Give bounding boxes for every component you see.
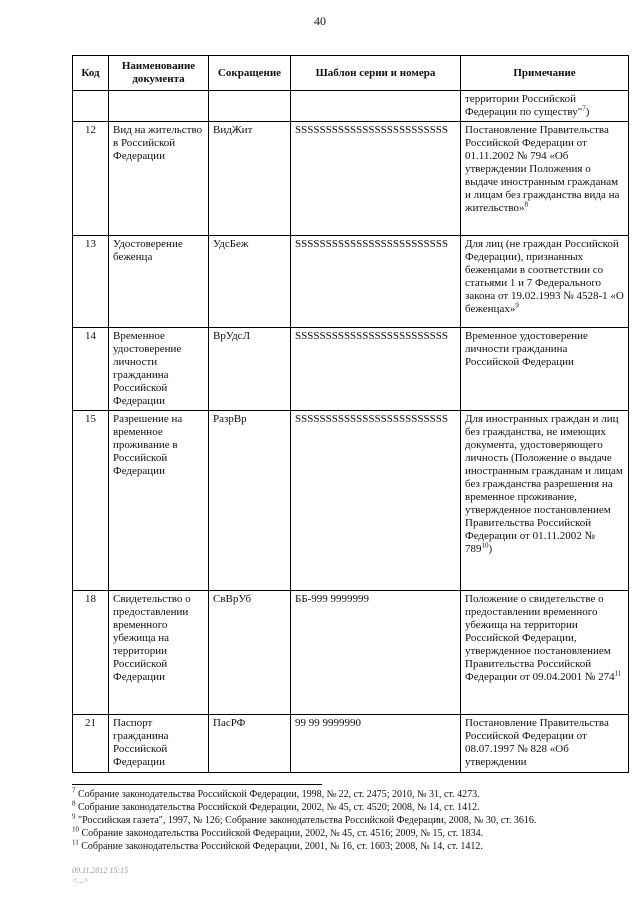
table-row — [73, 122, 629, 236]
header-abbr: Сокращение — [209, 56, 291, 91]
note-text: Для иностранных граждан и лиц без гражданства, не имеющих документа, удостоверяющего личность (Положение о выдаче иностранным гражданам и лицам без гражданства разрешения на временное проживание, утвержденное постановлением Правительства Российской Федерации от 01.11.2002 № 789 — [465, 413, 623, 555]
note-tail: ) — [488, 543, 493, 555]
row-code: 21 — [73, 715, 109, 773]
row-name: Паспорт гражданина Российской Федерации — [109, 715, 209, 773]
row-code: 15 — [73, 411, 109, 591]
row-template: SSSSSSSSSSSSSSSSSSSSSSSSS — [291, 328, 461, 411]
footnote — [72, 827, 628, 840]
footnotes — [72, 788, 628, 853]
table-row — [73, 715, 629, 773]
row-note — [461, 122, 629, 236]
row-note — [461, 591, 629, 715]
row-abbr: РазрВр — [209, 411, 291, 591]
row-abbr: УдсБеж — [209, 236, 291, 328]
row-code: 14 — [73, 328, 109, 411]
header-name: Наименование документа — [109, 56, 209, 91]
row-abbr: ВидЖит — [209, 122, 291, 236]
footnote — [72, 840, 628, 853]
footnote-rule — [72, 784, 322, 785]
footnote-number: 7 — [72, 786, 76, 795]
row-code — [73, 91, 109, 122]
note-text: территории Российской Федерации по существу" — [465, 93, 583, 118]
note-text: Временное удостоверение личности гражданина Российской Федерации — [465, 330, 588, 368]
header-code: Код — [73, 56, 109, 91]
note-footnote-ref: 8 — [524, 200, 528, 209]
row-code: 13 — [73, 236, 109, 328]
row-name: Временное удостоверение личности гражданина Российской Федерации — [109, 328, 209, 411]
row-note — [461, 328, 629, 411]
print-stamp — [72, 866, 128, 886]
row-note — [461, 411, 629, 591]
footnote-number: 9 — [72, 812, 76, 821]
footnote-text: Собрание законодательства Российской Федерации, 2002, № 45, ст. 4520; 2008, № 14, ст. 1412. — [78, 802, 480, 813]
row-note — [461, 715, 629, 773]
row-template: 99 99 9999990 — [291, 715, 461, 773]
row-note — [461, 91, 629, 122]
row-name: Свидетельство о предоставлении временного убежища на территории Российской Федерации — [109, 591, 209, 715]
note-text: Для лиц (не граждан Российской Федерации), признанных беженцами в соответствии со статьями 1 и 7 Федерального закона от 19.02.1993 № 4528-1 «О беженцах» — [465, 238, 624, 315]
note-text: Постановление Правительства Российской Федерации от 08.07.1997 № 828 «Об утверждении — [465, 717, 609, 768]
footnote — [72, 788, 628, 801]
table-row — [73, 411, 629, 591]
table-row — [73, 236, 629, 328]
row-template: SSSSSSSSSSSSSSSSSSSSSSSSS — [291, 411, 461, 591]
table-header-row — [73, 56, 629, 91]
note-footnote-ref: 7 — [582, 104, 586, 113]
table-row — [73, 91, 629, 122]
row-name: Вид на жительство в Российской Федерации — [109, 122, 209, 236]
row-template: SSSSSSSSSSSSSSSSSSSSSSSSS — [291, 122, 461, 236]
row-abbr: ПасРФ — [209, 715, 291, 773]
page-number: 40 — [314, 14, 326, 28]
footnote-text: Собрание законодательства Российской Федерации, 2001, № 16, ст. 1603; 2008, № 14, ст. 1412. — [81, 841, 483, 852]
note-tail: ) — [585, 106, 590, 118]
note-text: Положение о свидетельстве о предоставлении временного убежища на территории Российской Федерации, утвержденное постановлением Правительства Российской Федерации от 09.04.2001 № 274 — [465, 593, 615, 683]
row-abbr: ВрУдсЛ — [209, 328, 291, 411]
row-name: Разрешение на временное проживание в Российской Федерации — [109, 411, 209, 591]
document-table — [72, 55, 629, 773]
row-template: SSSSSSSSSSSSSSSSSSSSSSSSS — [291, 236, 461, 328]
table-row — [73, 328, 629, 411]
footnote-text: Собрание законодательства Российской Федерации, 1998, № 22, ст. 2475; 2010, № 31, ст. 4273. — [78, 789, 480, 800]
footnote-text: "Российская газета", 1997, № 126; Собрание законодательства Российской Федерации, 2008, № 30, ст. 3616. — [78, 815, 537, 826]
stamp-code: <...> — [72, 876, 89, 885]
note-footnote-ref: 9 — [515, 301, 519, 310]
footnote-number: 11 — [72, 838, 79, 847]
footnote — [72, 814, 628, 827]
footnote-number: 10 — [72, 825, 79, 834]
footnote — [72, 801, 628, 814]
row-code: 18 — [73, 591, 109, 715]
table-row — [73, 591, 629, 715]
header-template: Шаблон серии и номера — [291, 56, 461, 91]
row-template: ББ-999 9999999 — [291, 591, 461, 715]
note-footnote-ref: 11 — [614, 669, 622, 678]
header-note: Примечание — [461, 56, 629, 91]
row-code: 12 — [73, 122, 109, 236]
note-footnote-ref: 10 — [481, 541, 489, 550]
footnote-number: 8 — [72, 799, 76, 808]
row-name: Удостоверение беженца — [109, 236, 209, 328]
row-note — [461, 236, 629, 328]
stamp-date: 09.11.2012 15:15 — [72, 866, 129, 875]
note-text: Постановление Правительства Российской Федерации от 01.11.2002 № 794 «Об утверждении Положения о выдаче иностранным гражданам и лицам без гражданства вида на жительство» — [465, 124, 620, 214]
footnote-text: Собрание законодательства Российской Федерации, 2002, № 45, ст. 4516; 2009, № 15, ст. 1834. — [81, 828, 484, 839]
row-name — [109, 91, 209, 122]
row-template — [291, 91, 461, 122]
row-abbr: СвВрУб — [209, 591, 291, 715]
row-abbr — [209, 91, 291, 122]
